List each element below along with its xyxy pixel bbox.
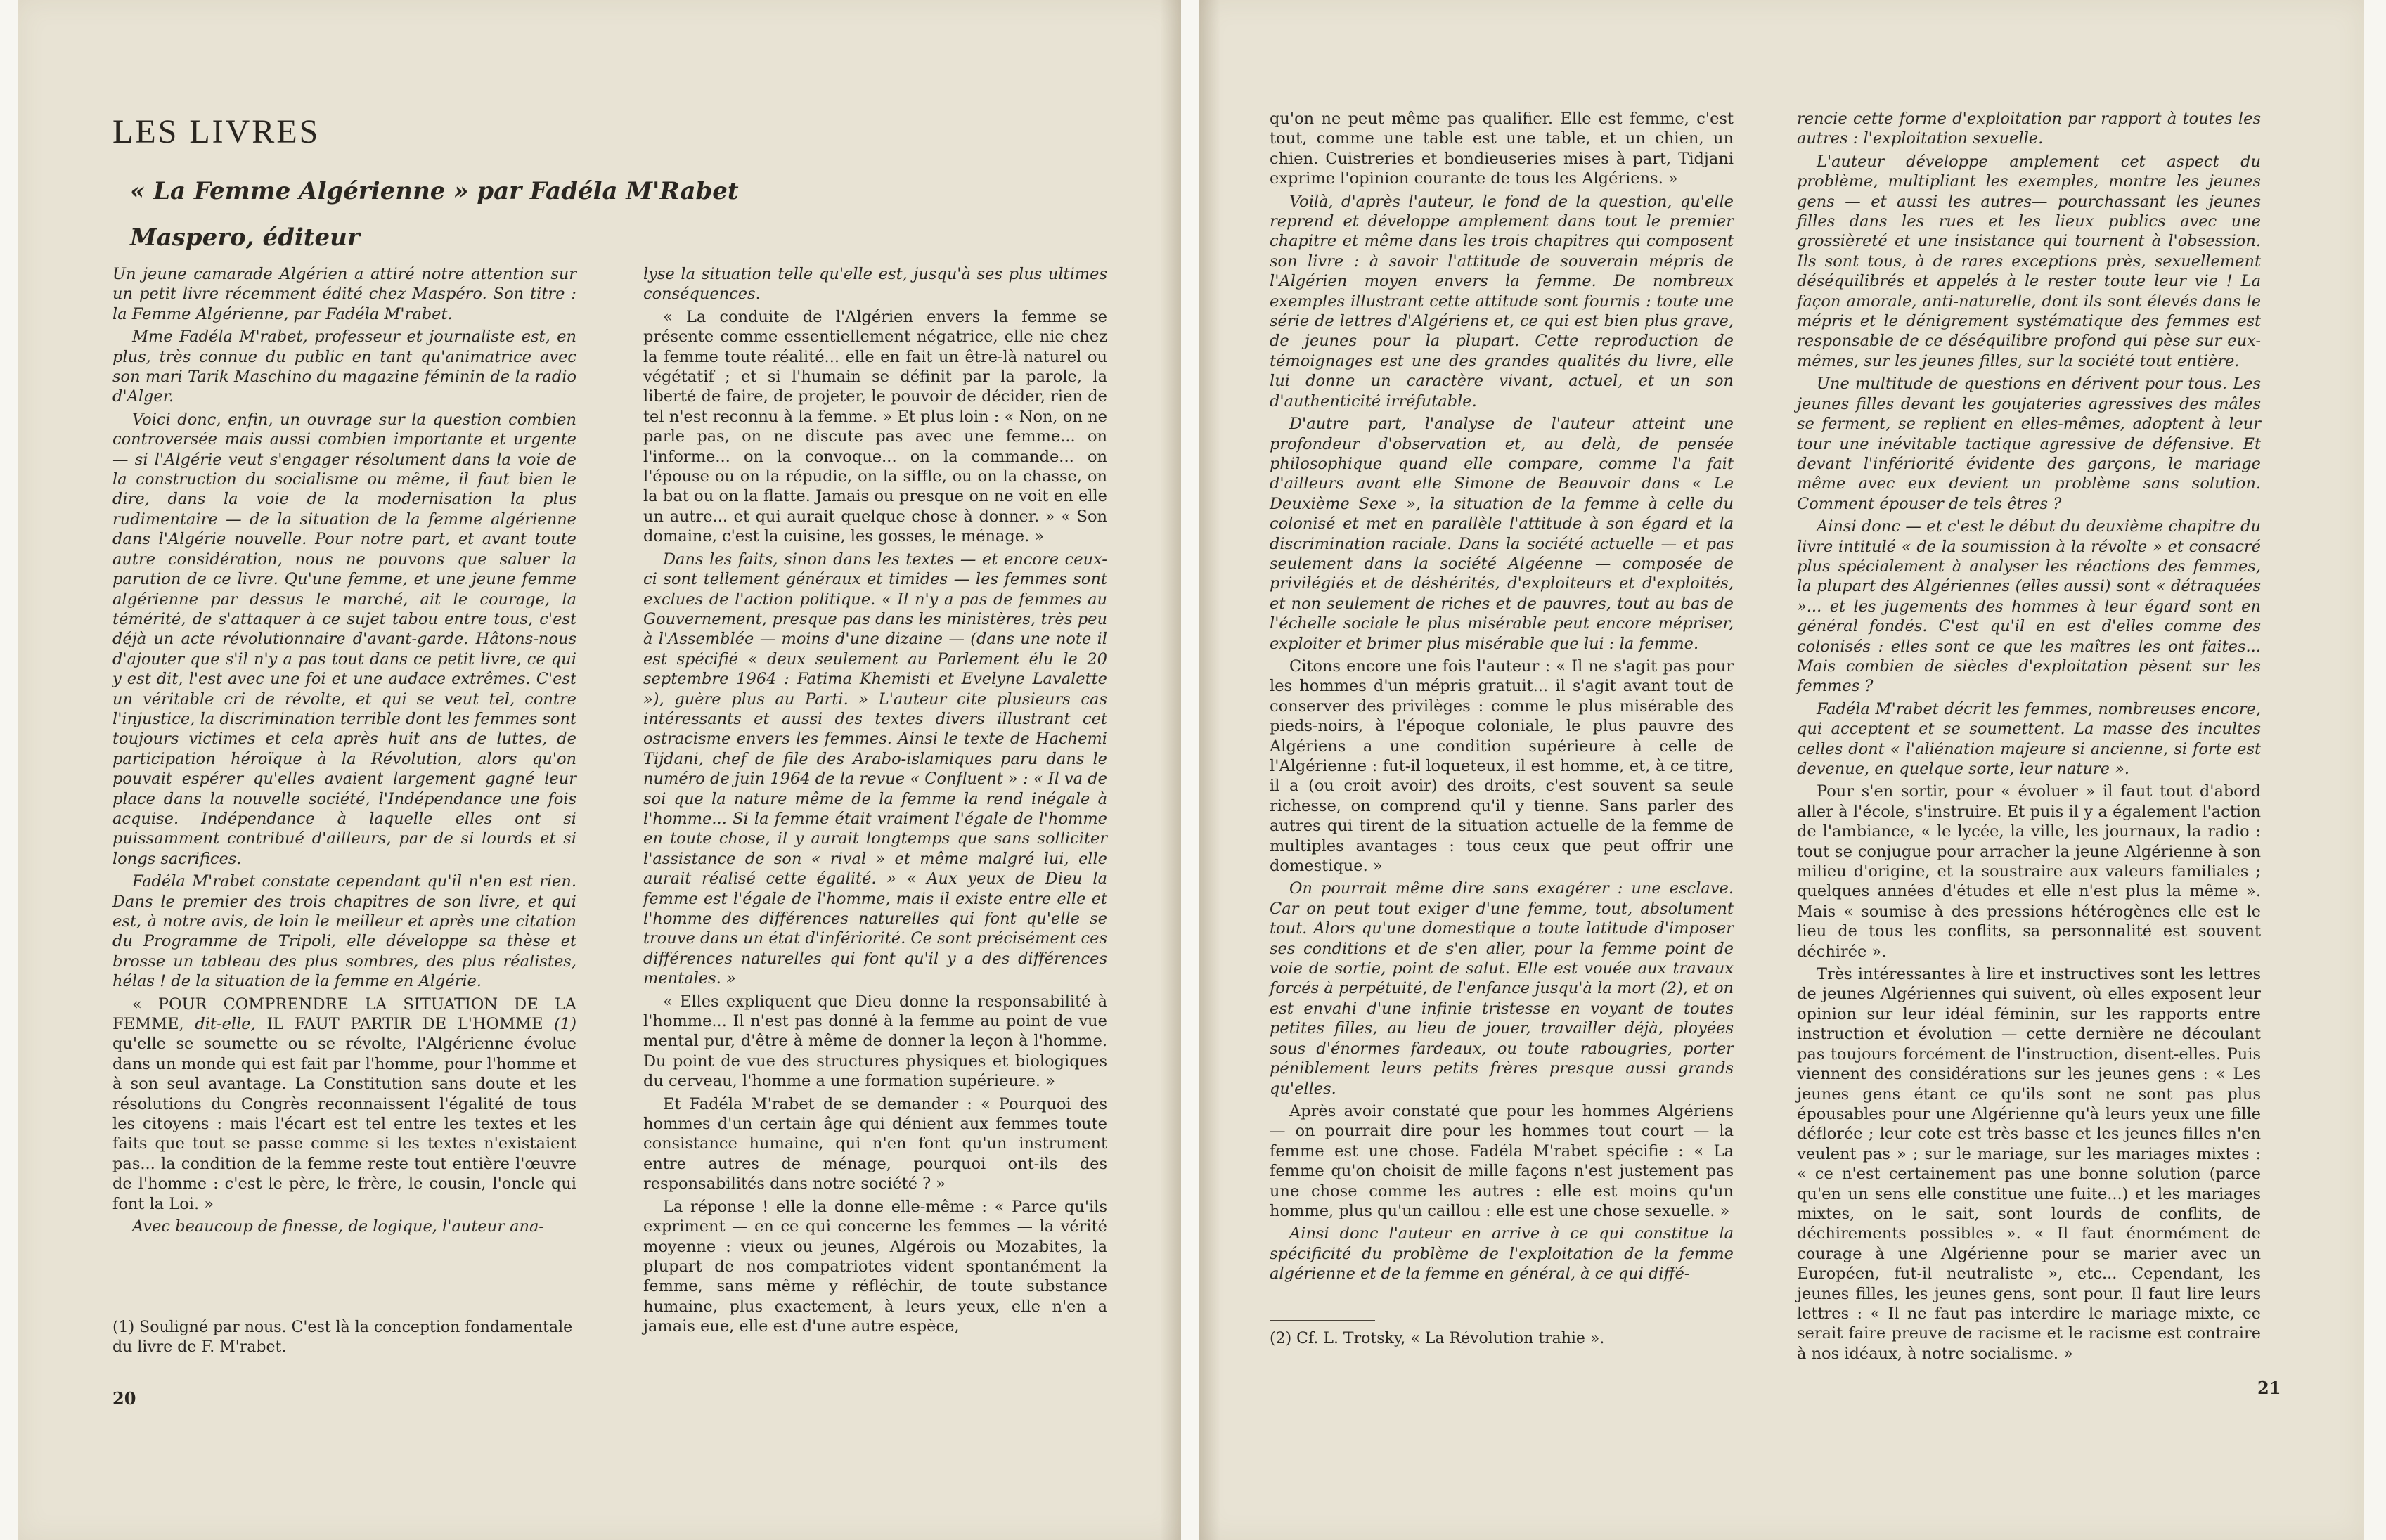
column-4 [1797, 109, 2261, 1366]
footnote-rule [1270, 1320, 1375, 1321]
paragraph: « Elles expliquent que Dieu donne la responsabilité à l'homme... Il n'est pas donné à la femme au point de vue mental pur, d'être à même de donner la leçon à l'homme. Du point de vue des structures physiques et biologiques du cerveau, l'homme a une formation supérieure. » [643, 992, 1107, 1091]
book-title-byline: « La Femme Algérienne » par Fadéla M'Rabet [130, 177, 739, 205]
paragraph: Mme Fadéla M'rabet, professeur et journaliste est, en plus, très connue du public en tant qu'animatrice avec son mari Tarik Maschino du magazine féminin de la radio d'Alger. [112, 328, 576, 406]
paragraph: Dans les faits, sinon dans les textes — et encore ceux-ci sont tellement généraux et timides — les femmes sont exclues de l'action politique. « Il n'y a pas de femmes au Gouvernement, presque pas dans les ministères, très peu à l'Assemblée — moins d'une dizaine — (dans une note il est spécifié « deux seulement au Parlement élu le 20 septembre 1964 : Fatima Khemisti et Evelyne Lavalette »), guère plus au Parti. » L'auteur cite plusieurs cas intéressants et aussi des textes divers illustrant cet ostracisme envers les femmes. Ainsi le texte de Hachemi Tijdani, chef de file des Arabo-islamiques paru dans le numéro de juin 1964 de la revue « Confluent » : « Il va de soi que la nature même de la femme la rend inégale à l'homme... Si la femme était vraiment l'égale de l'homme en toute chose, il y aurait longtemps que sans solliciter l'assistance de son « rival » et même malgré lui, elle aurait réalisé cette égalité. » « Aux yeux de Dieu la femme est l'égale de l'homme, mais il existe entre elle et l'homme des différences naturelles qui font qu'elle se trouve dans un état d'infériorité. Ce sont précisément ces différences naturelles qui font qu'il y a des différences mentales. » [643, 550, 1107, 988]
quote-body: qu'elle se soumette ou se révolte, l'Algérienne évolue dans un monde qui est fait par l'homme, pour l'homme et à son seul avantage. La Constitution sans doute et les résolutions du Congrès reconnaissent l'égalité de tous les citoyens : mais l'écart est tel entre les textes et les faits que tout se passe comme si les textes n'existaient pas... la condition de la femme reste tout entière l'œuvre de l'homme : c'est le père, le frère, le cousin, l'oncle qui font la Loi. » [112, 1035, 576, 1213]
quote-emphasis: IL FAUT PARTIR DE L'HOMME [255, 1015, 555, 1034]
paragraph: Et Fadéla M'rabet de se demander : « Pourquoi des hommes d'un certain âge qui dénient aux femmes toute consistance humaine, qui n'en font qu'un instrument entre autres de ménage, pourquoi ont-ils des responsabilités dans notre société ? » [643, 1094, 1107, 1193]
paragraph: Fadéla M'rabet constate cependant qu'il n'en est rien. Dans le premier des trois chapitres de son livre, et qui est, à notre avis, de loin le meilleur et après une citation du Programme de Tripoli, elle développe sa thèse et brosse un tableau des plus sombres, des plus réalistes, hélas ! de la situation de la femme en Algérie. [112, 872, 576, 991]
page-number: 20 [112, 1388, 136, 1409]
paragraph: « La conduite de l'Algérien envers la femme se présente comme essentiellement négatrice, elle nie chez la femme toute réalité... elle en fait un être-là naturel ou végétatif ; et si l'humain se définit par la parole, la liberté de faire, de projeter, le pouvoir de décider, rien de tel n'est reconnu à la femme. » Et plus loin : « Non, on ne parle pas, on ne discute pas avec une femme... on l'informe... on la convoque... on la commande... on l'épouse ou on la répudie, on la siffle, ou on la chasse, on la bat ou on la flatte. Jamais ou presque on ne voit en elle un autre... et qui aurait quelque chose à donner. » « Son domaine, c'est la cuisine, les gosses, le ménage. » [643, 307, 1107, 546]
paragraph: lyse la situation telle qu'elle est, jusqu'à ses plus ultimes conséquences. [643, 265, 1107, 304]
quote-lead: « POUR COMPRENDRE LA SITUATION DE LA FEMME, [112, 995, 576, 1034]
paragraph: Citons encore une fois l'auteur : « Il ne s'agit pas pour les hommes d'un mépris gratuit... il s'agit avant tout de conserver des privilèges : comme le plus misérable des pieds-noirs, à l'époque coloniale, le plus pauvre des Algériens a une condition supérieure à celle de l'Algérienne : fut-il loqueteux, il est homme, et, à ce titre, il a (ou croit avoir) des droits, c'est souvent sa seule richesse, on comprend qu'il y tienne. Sans parler des autres qui tirent de la situation actuelle de la femme de multiples avantages : tous ceux que peut offrir une domestique. » [1270, 656, 1734, 876]
page-number: 21 [2257, 1378, 2281, 1398]
quote-paragraph [112, 995, 576, 1214]
page-left [18, 0, 1181, 1540]
footnote: (1) Souligné par nous. C'est là la conception fondamentale du livre de F. M'rabet. [112, 1319, 573, 1356]
paragraph: Très intéressantes à lire et instructives sont les lettres de jeunes Algériennes qui suivent, où elles exposent leur opinion sur leur idéal féminin, sur les rapports entre instruction et évolution — cette dernière ne découlant pas toujours forcément de l'instruction, disent-elles. Puis viennent des considérations sur les jeunes gens : « Les jeunes gens étant ce qu'ils sont ne sont pas plus épousables pour une Algérienne qu'à leurs yeux une fille déflorée ; leur cote est très basse et les jeunes filles n'en veulent pas » ; sur le mariage, sur les mariages mixtes : « ce n'est certainement pas une bonne solution (parce qu'en un sens elle constitue une fuite...) et les mariages mixtes, on le sait, sont lourds de conflits, de déchirements possibles ». « Il faut énormément de courage à une Algérienne pour se marier avec un Européen, fut-il neutraliste », etc... Cependant, les jeunes filles, les jeunes gens, sont pour. Il faut lire leurs lettres : « Il ne faut pas interdire le mariage mixte, ce serait faire preuve de racisme et le racisme est contraire à nos idéaux, à notre socialisme. » [1797, 965, 2261, 1363]
paragraph: Pour s'en sortir, pour « évoluer » il faut tout d'abord aller à l'école, s'instruire. Et puis il y a également l'action de l'ambiance, « le lycée, la ville, les journaux, la radio : tout se conjugue pour arracher la jeune Algérienne à son milieu d'origine, et la soustraire aux valeurs familiales ; quelques années d'études et elle n'est plus la même ». Mais « soumise à des pressions hétérogènes elle est le lieu de tous les conflits, sa personnalité est souvent déchirée ». [1797, 782, 2261, 961]
footnote-ref: (1) [554, 1015, 576, 1034]
paragraph: qu'on ne peut même pas qualifier. Elle est femme, c'est tout, comme une table est une table, et un chien, un chien. Cuistreries et bondieuseries mises à part, Tidjani exprime l'opinion courante de tous les Algériens. » [1270, 110, 1734, 188]
page-right [1199, 0, 2364, 1540]
column-1 [112, 264, 576, 1240]
paragraph: Voilà, d'après l'auteur, le fond de la question, qu'elle reprend et développe amplement dans tout le premier chapitre et même dans les trois chapitres qui composent son livre : à savoir l'attitude de souverain mépris de l'Algérien moyen envers la femme. De nombreux exemples illustrant cette attitude sont fournis : toute une série de lettres d'Algériens et, ce qui est bien plus grave, de jeunes pour la plupart. Cette reproduction de témoignages est une des grandes qualités du livre, elle lui donne un caractère vivant, actuel, et un son d'authenticité irréfutable. [1270, 192, 1734, 410]
column-2 [643, 264, 1107, 1340]
gutter-shadow [1199, 0, 1220, 1540]
section-headline: LES LIVRES [112, 113, 321, 150]
paragraph: Ainsi donc l'auteur en arrive à ce qui constitue la spécificité du problème de l'exploitation de la femme algérienne et de la femme en général, à ce qui diffé- [1270, 1224, 1734, 1283]
paragraph: Une multitude de questions en dérivent pour tous. Les jeunes filles devant les goujateries agressives des mâles se ferment, se replient en elles-mêmes, adoptent à leur tour une inévitable tactique agressive de défensive. Et devant l'infériorité évidente des garçons, le mariage même avec eux devient un problème sans solution. Comment épouser de tels êtres ? [1797, 375, 2261, 513]
paragraph: Après avoir constaté que pour les hommes Algériens — on pourrait dire pour les hommes tout court — la femme est une chose. Fadéla M'rabet spécifie : « La femme qu'on choisit de mille façons n'est justement pas une chose comme les autres : elle est moins qu'un homme, plus qu'un caillou : elle est une chose sexuelle. » [1270, 1101, 1734, 1220]
paragraph: Un jeune camarade Algérien a attiré notre attention sur un petit livre récemment édité chez Maspéro. Son titre : la Femme Algérienne, par Fadéla M'rabet. [112, 265, 576, 323]
paragraph: On pourrait même dire sans exagérer : une esclave. Car on peut tout exiger d'une femme, tout, absolument tout. Alors qu'une domestique a toute latitude d'imposer ses conditions et de s'en aller, pour la femme point de voie de sortie, point de salut. Elle est vouée aux travaux forcés à perpétuité, de l'enfance jusqu'à la mort (2), et on est envahi d'une infinie tristesse en voyant de toutes petites filles, au lieu de jouer, travailler déjà, ployées sous d'énormes fardeaux, ou toute rabougries, porter péniblement leurs petits frères presque aussi grands qu'elles. [1270, 879, 1734, 1098]
paragraph: La réponse ! elle la donne elle-même : « Parce qu'ils expriment — en ce qui concerne les femmes — la vérité moyenne : vieux ou jeunes, Algérois ou Mozabites, la plupart de nos compatriotes vident spontanément la femme, sans même y réfléchir, de toute substance humaine, plus exactement, à leurs yeux, elle n'en a jamais eue, elle est d'une autre espèce, [643, 1197, 1107, 1336]
publisher-line: Maspero, éditeur [130, 224, 360, 252]
footnote: (2) Cf. L. Trotsky, « La Révolution trahie ». [1270, 1330, 1605, 1347]
quote-attribution: dit-elle, [195, 1015, 256, 1034]
paragraph: rencie cette forme d'exploitation par rapport à toutes les autres : l'exploitation sexuelle. [1797, 110, 2261, 148]
paragraph: Ainsi donc — et c'est le début du deuxième chapitre du livre intitulé « de la soumission à la révolte » et consacré plus spécialement à analyser les réactions des femmes, la plupart des Algériennes (elles aussi) sont « détraquées »... et les jugements des hommes à leur égard sont en général fondés. C'est qu'il en est d'elles comme des colonisés : elles sont ce que les maîtres les ont faites... Mais combien de siècles d'exploitation pèsent sur les femmes ? [1797, 517, 2261, 696]
paragraph: D'autre part, l'analyse de l'auteur atteint une profondeur d'observation et, au delà, de pensée philosophique quand elle compare, comme l'a fait d'ailleurs avant elle Simone de Beauvoir dans « Le Deuxième Sexe », la situation de la femme à celle du colonisé et met en parallèle l'attitude à son égard et la discrimination raciale. Dans la société actuelle — et pas seulement dans la société Algéenne — composée de privilégiés et de déshérités, d'exploiteurs et d'exploités, et non seulement de riches et de pauvres, tout au bas de l'échelle sociale le plus misérable peut encore mépriser, exploiter et brimer plus misérable que lui : la femme. [1270, 415, 1734, 653]
column-3 [1270, 109, 1734, 1287]
paragraph: Avec beaucoup de finesse, de logique, l'auteur ana- [132, 1217, 545, 1236]
paragraph: Fadéla M'rabet décrit les femmes, nombreuses encore, qui acceptent et se soumettent. La masse des incultes celles dont « l'aliénation majeure si ancienne, si forte est devenue, en quelque sorte, leur nature ». [1797, 699, 2261, 778]
paragraph: Voici donc, enfin, un ouvrage sur la question combien controversée mais aussi combien importante et urgente — si l'Algérie veut s'engager résolument dans la voie de la construction du socialisme ou même, il faut bien le dire, dans la voie de la modernisation la plus rudimentaire — de la situation de la femme algérienne dans l'Algérie nouvelle. Pour notre part, et avant toute autre considération, nous ne pouvons que saluer la parution de ce livre. Qu'une femme, et une jeune femme algérienne par dessus le marché, ait le courage, la témérité, de s'attaquer à ce sujet tabou entre tous, c'est déjà un acte révolutionnaire d'avant-garde. Hâtons-nous d'ajouter que s'il n'y a pas tout dans ce petit livre, ce qui y est dit, l'est avec une foi et une audace extrêmes. C'est un véritable cri de révolte, et qui se veut tel, contre l'injustice, la discrimination terrible dont les femmes sont toujours victimes et cela après huit ans de luttes, de participation héroïque à la Révolution, alors qu'on pouvait espérer qu'elles avaient largement gagné leur place dans la nouvelle société, l'Indépendance une fois acquise. Indépendance à laquelle elles ont si puissamment contribué d'ailleurs, par de si lourds et si longs sacrifices. [112, 410, 576, 868]
paragraph: L'auteur développe amplement cet aspect du problème, multipliant les exemples, montre les jeunes gens — et aussi les autres— pourchassant les jeunes filles dans les rues et les lieux publics avec une grossièreté et une insistance qui tournent à l'obsession. Ils sont tous, à de rares exceptions près, sexuellement déséquilibrés et appelés à le rester toute leur vie ! La façon amorale, anti-naturelle, dont ils sont élevés dans le mépris et le dénigrement systématique des femmes est responsable de ce déséquilibre profond qui pèse sur eux-mêmes, sur les jeunes filles, sur la société tout entière. [1797, 152, 2261, 370]
gutter-shadow [1160, 0, 1181, 1540]
